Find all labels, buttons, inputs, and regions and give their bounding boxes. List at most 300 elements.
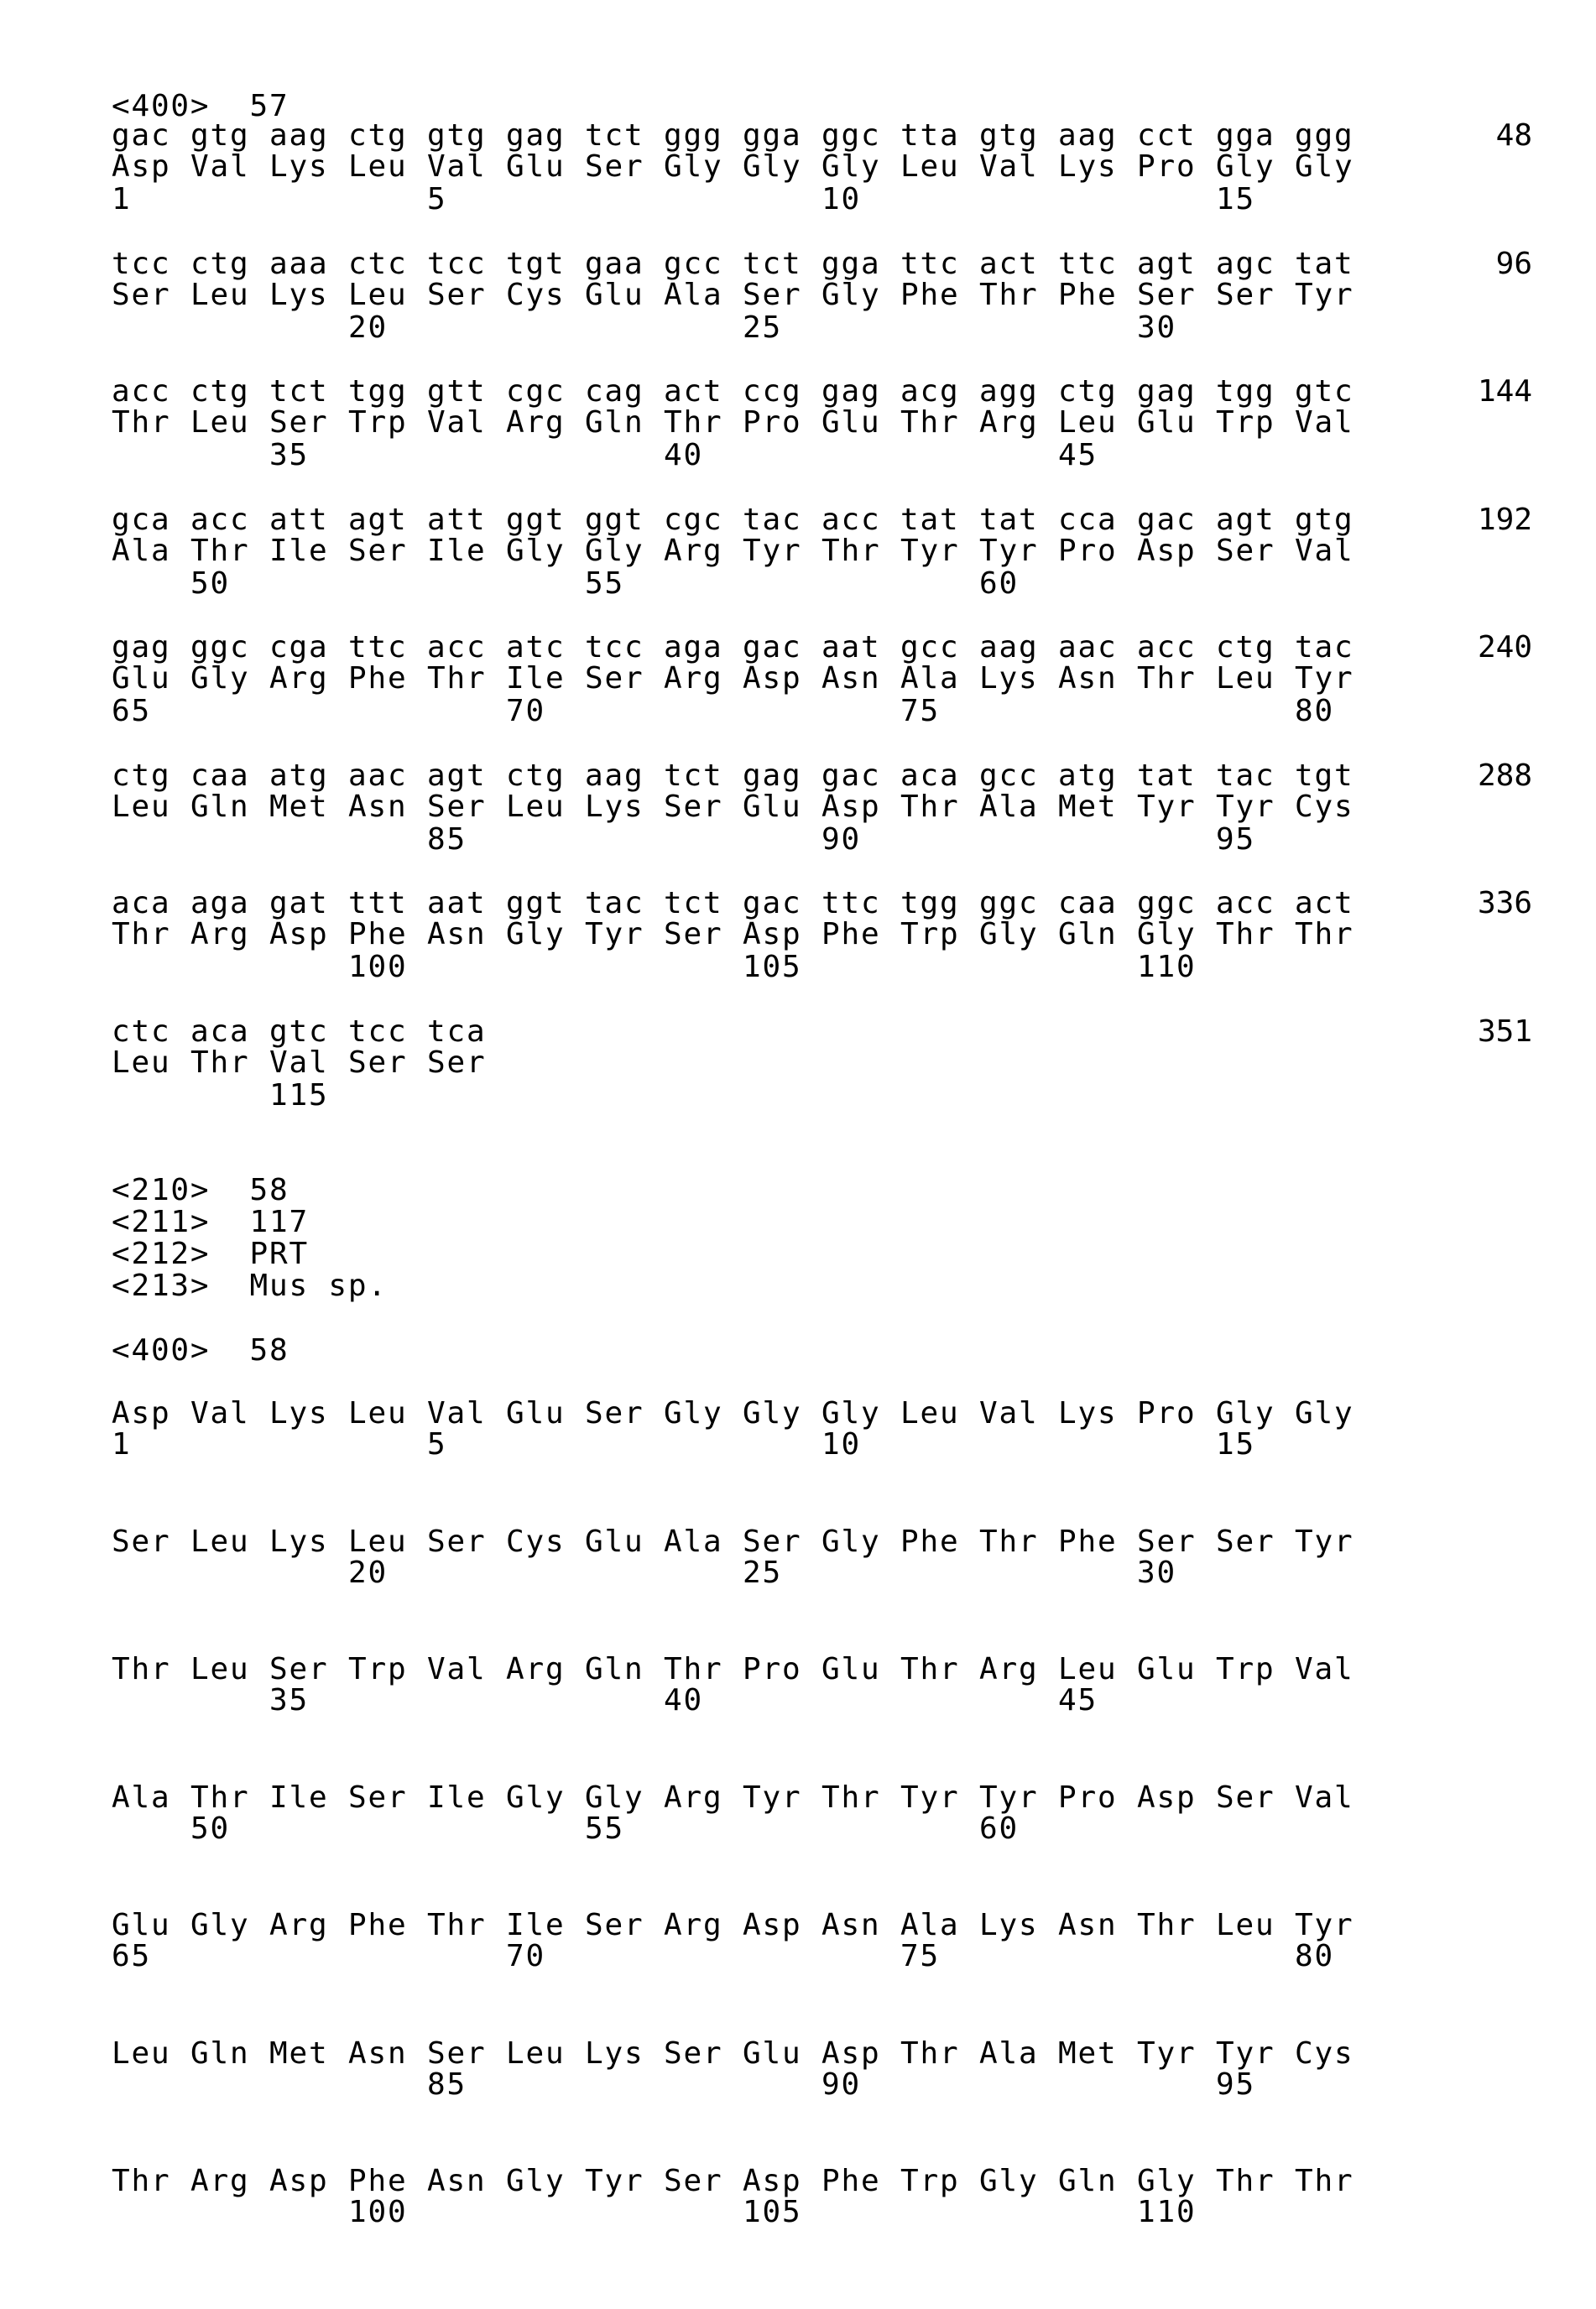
amino-acid: Asp	[821, 2038, 880, 2070]
amino-acid: Ser	[585, 151, 644, 183]
amino-acid: Asn	[427, 2166, 486, 2197]
residue-number: 65	[112, 696, 151, 727]
codon: agc	[1216, 248, 1275, 280]
amino-acid: Glu	[743, 2038, 801, 2070]
amino-acid: Arg	[190, 2166, 249, 2197]
codon: atc	[506, 632, 565, 664]
amino-acid: Gly	[585, 535, 644, 567]
codon: ccg	[743, 376, 801, 408]
amino-acid: Gly	[743, 151, 801, 183]
amino-acid: Met	[1058, 2038, 1117, 2070]
amino-acid: Thr	[1137, 1910, 1196, 1942]
codon: aca	[112, 888, 170, 920]
amino-acid: Ala	[112, 535, 170, 567]
codon: gac	[743, 888, 801, 920]
amino-acid: Arg	[506, 407, 565, 439]
amino-acid: Lys	[269, 1526, 328, 1558]
amino-acid: Thr	[900, 2038, 959, 2070]
amino-acid: Ser	[348, 535, 407, 567]
amino-acid: Leu	[190, 407, 249, 439]
amino-acid: Val	[979, 1398, 1038, 1430]
codon: ctg	[1058, 376, 1117, 408]
amino-acid: Lys	[1058, 151, 1117, 183]
amino-acid: Ser	[585, 1398, 644, 1430]
amino-acid: Asn	[1058, 663, 1117, 695]
amino-acid: Val	[269, 1047, 328, 1079]
residue-number: 40	[664, 1685, 703, 1717]
residue-number: 25	[743, 312, 782, 344]
residue-number: 35	[269, 1685, 309, 1717]
amino-acid: Phe	[821, 919, 880, 951]
amino-acid: Tyr	[1295, 279, 1353, 311]
codon: gag	[1137, 376, 1196, 408]
codon: gac	[821, 760, 880, 792]
amino-acid: Asn	[348, 791, 407, 823]
codon: gaa	[585, 248, 644, 280]
residue-number: 55	[585, 568, 624, 600]
amino-acid: Ile	[427, 535, 486, 567]
amino-acid: Ala	[979, 791, 1038, 823]
amino-acid: Ser	[1216, 1526, 1275, 1558]
codon: tct	[585, 120, 644, 152]
amino-acid: Met	[269, 2038, 328, 2070]
residue-number: 80	[1295, 1941, 1334, 1973]
codon: gtc	[1295, 376, 1353, 408]
amino-acid: Gly	[506, 1782, 565, 1814]
amino-acid: Met	[269, 791, 328, 823]
amino-acid: Thr	[427, 663, 486, 695]
amino-acid: Trp	[900, 2166, 959, 2197]
codon: aag	[585, 760, 644, 792]
codon: cgc	[664, 504, 722, 536]
amino-acid: Gln	[190, 791, 249, 823]
amino-acid: Lys	[585, 791, 644, 823]
tag-label: <212>	[112, 1238, 210, 1270]
amino-acid: Ser	[427, 1047, 486, 1079]
amino-acid: Glu	[585, 1526, 644, 1558]
codon: gag	[112, 632, 170, 664]
codon: aca	[190, 1016, 249, 1048]
amino-acid: Arg	[269, 1910, 328, 1942]
residue-number: 100	[348, 951, 407, 983]
residue-number: 10	[821, 1429, 861, 1461]
amino-acid: Tyr	[585, 2166, 644, 2197]
residue-number: 35	[269, 440, 309, 472]
codon: gtg	[979, 120, 1038, 152]
amino-acid: Thr	[190, 535, 249, 567]
codon: gga	[821, 248, 880, 280]
nucleotide-count: 96	[1496, 248, 1532, 280]
tag-value: PRT	[250, 1238, 309, 1270]
amino-acid: Ser	[427, 2038, 486, 2070]
residue-number: 45	[1058, 1685, 1098, 1717]
codon: aca	[900, 760, 959, 792]
residue-number: 50	[190, 568, 230, 600]
codon: ctc	[348, 248, 407, 280]
amino-acid: Ala	[979, 2038, 1038, 2070]
residue-number: 30	[1137, 312, 1176, 344]
codon: ttc	[348, 632, 407, 664]
residue-number: 50	[190, 1813, 230, 1845]
amino-acid: Tyr	[979, 1782, 1038, 1814]
codon: agt	[427, 760, 486, 792]
amino-acid: Ser	[1216, 279, 1275, 311]
amino-acid: Val	[427, 1654, 486, 1686]
amino-acid: Tyr	[900, 535, 959, 567]
codon: acc	[190, 504, 249, 536]
amino-acid: Thr	[112, 1654, 170, 1686]
codon: aga	[664, 632, 722, 664]
codon: gtt	[427, 376, 486, 408]
amino-acid: Ser	[664, 2166, 722, 2197]
codon: ctg	[190, 376, 249, 408]
amino-acid: Phe	[900, 279, 959, 311]
amino-acid: Tyr	[900, 1782, 959, 1814]
amino-acid: Ser	[348, 1047, 407, 1079]
codon: tcc	[427, 248, 486, 280]
residue-number: 75	[900, 1941, 940, 1973]
amino-acid: Gln	[1058, 2166, 1117, 2197]
residue-number: 20	[348, 1557, 388, 1589]
codon: agt	[1137, 248, 1196, 280]
residue-number: 15	[1216, 184, 1255, 216]
amino-acid: Thr	[979, 279, 1038, 311]
amino-acid: Gly	[664, 151, 722, 183]
residue-number: 95	[1216, 824, 1255, 856]
codon: aat	[427, 888, 486, 920]
amino-acid: Ser	[112, 279, 170, 311]
codon: tct	[743, 248, 801, 280]
codon: tcc	[585, 632, 644, 664]
codon: att	[427, 504, 486, 536]
nucleotide-count: 192	[1478, 504, 1532, 536]
nucleotide-count: 48	[1496, 120, 1532, 152]
codon: gcc	[900, 632, 959, 664]
codon: ctg	[1216, 632, 1275, 664]
amino-acid: Thr	[821, 535, 880, 567]
codon: tat	[1295, 248, 1353, 280]
amino-acid: Pro	[1137, 151, 1196, 183]
codon: aat	[821, 632, 880, 664]
amino-acid: Phe	[348, 919, 407, 951]
amino-acid: Pro	[1137, 1398, 1196, 1430]
codon: tct	[664, 888, 722, 920]
codon: act	[979, 248, 1038, 280]
amino-acid: Leu	[1216, 663, 1275, 695]
amino-acid: Thr	[900, 1654, 959, 1686]
amino-acid: Val	[1295, 407, 1353, 439]
codon: ggt	[585, 504, 644, 536]
codon: agt	[1216, 504, 1275, 536]
amino-acid: Ser	[743, 279, 801, 311]
amino-acid: Gly	[1216, 151, 1275, 183]
tag-value: 57	[250, 91, 289, 122]
amino-acid: Gly	[743, 1398, 801, 1430]
amino-acid: Leu	[506, 2038, 565, 2070]
amino-acid: Thr	[112, 407, 170, 439]
residue-number: 85	[427, 2069, 467, 2101]
residue-number: 110	[1137, 2197, 1196, 2228]
codon: aga	[190, 888, 249, 920]
amino-acid: Ser	[427, 791, 486, 823]
nucleotide-count: 240	[1478, 632, 1532, 664]
amino-acid: Asn	[427, 919, 486, 951]
amino-acid: Val	[427, 1398, 486, 1430]
amino-acid: Leu	[900, 1398, 959, 1430]
codon: tca	[427, 1016, 486, 1048]
residue-number: 115	[269, 1080, 328, 1112]
residue-number: 45	[1058, 440, 1098, 472]
nucleotide-count: 288	[1478, 760, 1532, 792]
amino-acid: Val	[1295, 1654, 1353, 1686]
residue-number: 85	[427, 824, 467, 856]
amino-acid: Thr	[190, 1782, 249, 1814]
amino-acid: Asp	[743, 919, 801, 951]
amino-acid: Phe	[348, 2166, 407, 2197]
codon: tct	[269, 376, 328, 408]
codon: acc	[112, 376, 170, 408]
codon: ctg	[112, 760, 170, 792]
amino-acid: Leu	[190, 279, 249, 311]
residue-number: 70	[506, 696, 545, 727]
amino-acid: Phe	[348, 663, 407, 695]
codon: tat	[979, 504, 1038, 536]
amino-acid: Cys	[506, 279, 565, 311]
amino-acid: Ser	[743, 1526, 801, 1558]
amino-acid: Arg	[979, 1654, 1038, 1686]
amino-acid: Lys	[979, 663, 1038, 695]
residue-number: 15	[1216, 1429, 1255, 1461]
codon: ctc	[112, 1016, 170, 1048]
tag-value: 117	[250, 1207, 309, 1238]
amino-acid: Ala	[900, 663, 959, 695]
amino-acid: Glu	[585, 279, 644, 311]
codon: gag	[821, 376, 880, 408]
amino-acid: Leu	[1216, 1910, 1275, 1942]
amino-acid: Asp	[1137, 535, 1196, 567]
amino-acid: Lys	[1058, 1398, 1117, 1430]
amino-acid: Leu	[348, 1398, 407, 1430]
codon: ggc	[190, 632, 249, 664]
codon: gtg	[190, 120, 249, 152]
codon: agt	[348, 504, 407, 536]
codon: ggg	[1295, 120, 1353, 152]
amino-acid: Trp	[1216, 1654, 1275, 1686]
amino-acid: Glu	[506, 151, 565, 183]
codon: tgt	[1295, 760, 1353, 792]
codon: ttc	[900, 248, 959, 280]
codon: cag	[585, 376, 644, 408]
amino-acid: Asp	[112, 1398, 170, 1430]
amino-acid: Pro	[1058, 1782, 1117, 1814]
codon: ctg	[190, 248, 249, 280]
residue-number: 90	[821, 824, 861, 856]
amino-acid: Gly	[190, 663, 249, 695]
codon: aaa	[269, 248, 328, 280]
amino-acid: Ile	[506, 1910, 565, 1942]
codon: tgg	[900, 888, 959, 920]
codon: gtg	[427, 120, 486, 152]
nucleotide-count: 336	[1478, 888, 1532, 920]
amino-acid: Thr	[979, 1526, 1038, 1558]
codon: tac	[1295, 632, 1353, 664]
residue-number: 110	[1137, 951, 1196, 983]
amino-acid: Ser	[1216, 535, 1275, 567]
residue-number: 105	[743, 951, 801, 983]
amino-acid: Lys	[269, 151, 328, 183]
codon: tac	[585, 888, 644, 920]
amino-acid: Val	[979, 151, 1038, 183]
amino-acid: Val	[1295, 1782, 1353, 1814]
residue-number: 90	[821, 2069, 861, 2101]
amino-acid: Cys	[1295, 791, 1353, 823]
amino-acid: Glu	[821, 1654, 880, 1686]
residue-number: 80	[1295, 696, 1334, 727]
amino-acid: Phe	[1058, 1526, 1117, 1558]
amino-acid: Leu	[190, 1654, 249, 1686]
amino-acid: Gly	[190, 1910, 249, 1942]
amino-acid: Val	[190, 151, 249, 183]
amino-acid: Lys	[979, 1910, 1038, 1942]
amino-acid: Leu	[190, 1526, 249, 1558]
amino-acid: Gly	[506, 2166, 565, 2197]
codon: tgg	[1216, 376, 1275, 408]
codon: act	[1295, 888, 1353, 920]
amino-acid: Trp	[348, 407, 407, 439]
amino-acid: Gly	[664, 1398, 722, 1430]
codon: ggc	[1137, 888, 1196, 920]
amino-acid: Arg	[664, 535, 722, 567]
amino-acid: Tyr	[979, 535, 1038, 567]
amino-acid: Gly	[821, 279, 880, 311]
codon: tgg	[348, 376, 407, 408]
amino-acid: Asp	[743, 663, 801, 695]
amino-acid: Glu	[112, 1910, 170, 1942]
amino-acid: Gln	[585, 1654, 644, 1686]
codon: acc	[1216, 888, 1275, 920]
codon: cct	[1137, 120, 1196, 152]
amino-acid: Phe	[821, 2166, 880, 2197]
residue-number: 105	[743, 2197, 801, 2228]
codon: ttt	[348, 888, 407, 920]
amino-acid: Tyr	[1137, 2038, 1196, 2070]
amino-acid: Phe	[348, 1910, 407, 1942]
codon: tat	[1137, 760, 1196, 792]
amino-acid: Leu	[506, 791, 565, 823]
codon: acg	[900, 376, 959, 408]
amino-acid: Ser	[112, 1526, 170, 1558]
tag-label: <400>	[112, 91, 210, 122]
amino-acid: Ser	[1216, 1782, 1275, 1814]
amino-acid: Thr	[190, 1047, 249, 1079]
amino-acid: Ser	[269, 407, 328, 439]
amino-acid: Ser	[585, 1910, 644, 1942]
residue-number: 75	[900, 696, 940, 727]
nucleotide-count: 351	[1478, 1016, 1532, 1048]
amino-acid: Gln	[190, 2038, 249, 2070]
amino-acid: Gly	[821, 151, 880, 183]
codon: atg	[269, 760, 328, 792]
amino-acid: Cys	[1295, 2038, 1353, 2070]
tag-label: <213>	[112, 1270, 210, 1302]
codon: tgt	[506, 248, 565, 280]
residue-number: 5	[427, 1429, 446, 1461]
amino-acid: Ser	[427, 1526, 486, 1558]
codon: acc	[821, 504, 880, 536]
amino-acid: Thr	[1216, 919, 1275, 951]
amino-acid: Thr	[900, 791, 959, 823]
codon: aac	[348, 760, 407, 792]
amino-acid: Thr	[112, 919, 170, 951]
amino-acid: Glu	[821, 407, 880, 439]
amino-acid: Asp	[821, 791, 880, 823]
amino-acid: Gly	[1295, 151, 1353, 183]
amino-acid: Arg	[506, 1654, 565, 1686]
codon: aag	[1058, 120, 1117, 152]
amino-acid: Tyr	[585, 919, 644, 951]
amino-acid: Val	[1295, 535, 1353, 567]
tag-value: 58	[250, 1175, 289, 1207]
codon: cgc	[506, 376, 565, 408]
codon: gac	[112, 120, 170, 152]
amino-acid: Thr	[900, 407, 959, 439]
amino-acid: Leu	[900, 151, 959, 183]
amino-acid: Gly	[1137, 2166, 1196, 2197]
amino-acid: Gln	[1058, 919, 1117, 951]
amino-acid: Arg	[190, 919, 249, 951]
codon: aag	[979, 632, 1038, 664]
amino-acid: Leu	[112, 2038, 170, 2070]
codon: acc	[1137, 632, 1196, 664]
amino-acid: Glu	[1137, 407, 1196, 439]
amino-acid: Val	[427, 151, 486, 183]
amino-acid: Tyr	[1295, 663, 1353, 695]
residue-number: 5	[427, 184, 446, 216]
amino-acid: Pro	[1058, 535, 1117, 567]
amino-acid: Thr	[1295, 919, 1353, 951]
amino-acid: Ser	[585, 663, 644, 695]
amino-acid: Asp	[743, 1910, 801, 1942]
amino-acid: Gly	[979, 919, 1038, 951]
amino-acid: Gly	[506, 535, 565, 567]
tag-label: <210>	[112, 1175, 210, 1207]
amino-acid: Ser	[664, 919, 722, 951]
amino-acid: Asn	[348, 2038, 407, 2070]
amino-acid: Tyr	[1295, 1526, 1353, 1558]
amino-acid: Lys	[269, 1398, 328, 1430]
amino-acid: Asn	[821, 1910, 880, 1942]
codon: act	[664, 376, 722, 408]
codon: att	[269, 504, 328, 536]
amino-acid: Arg	[664, 1910, 722, 1942]
residue-number: 55	[585, 1813, 624, 1845]
codon: gtg	[1295, 504, 1353, 536]
codon: ggt	[506, 504, 565, 536]
residue-number: 40	[664, 440, 703, 472]
amino-acid: Trp	[1216, 407, 1275, 439]
amino-acid: Thr	[1216, 2166, 1275, 2197]
amino-acid: Val	[427, 407, 486, 439]
amino-acid: Ile	[269, 535, 328, 567]
amino-acid: Leu	[348, 279, 407, 311]
amino-acid: Tyr	[743, 535, 801, 567]
amino-acid: Gly	[821, 1398, 880, 1430]
amino-acid: Gly	[979, 2166, 1038, 2197]
amino-acid: Tyr	[1216, 2038, 1275, 2070]
amino-acid: Ser	[664, 791, 722, 823]
amino-acid: Tyr	[1295, 1910, 1353, 1942]
codon: ttc	[1058, 248, 1117, 280]
